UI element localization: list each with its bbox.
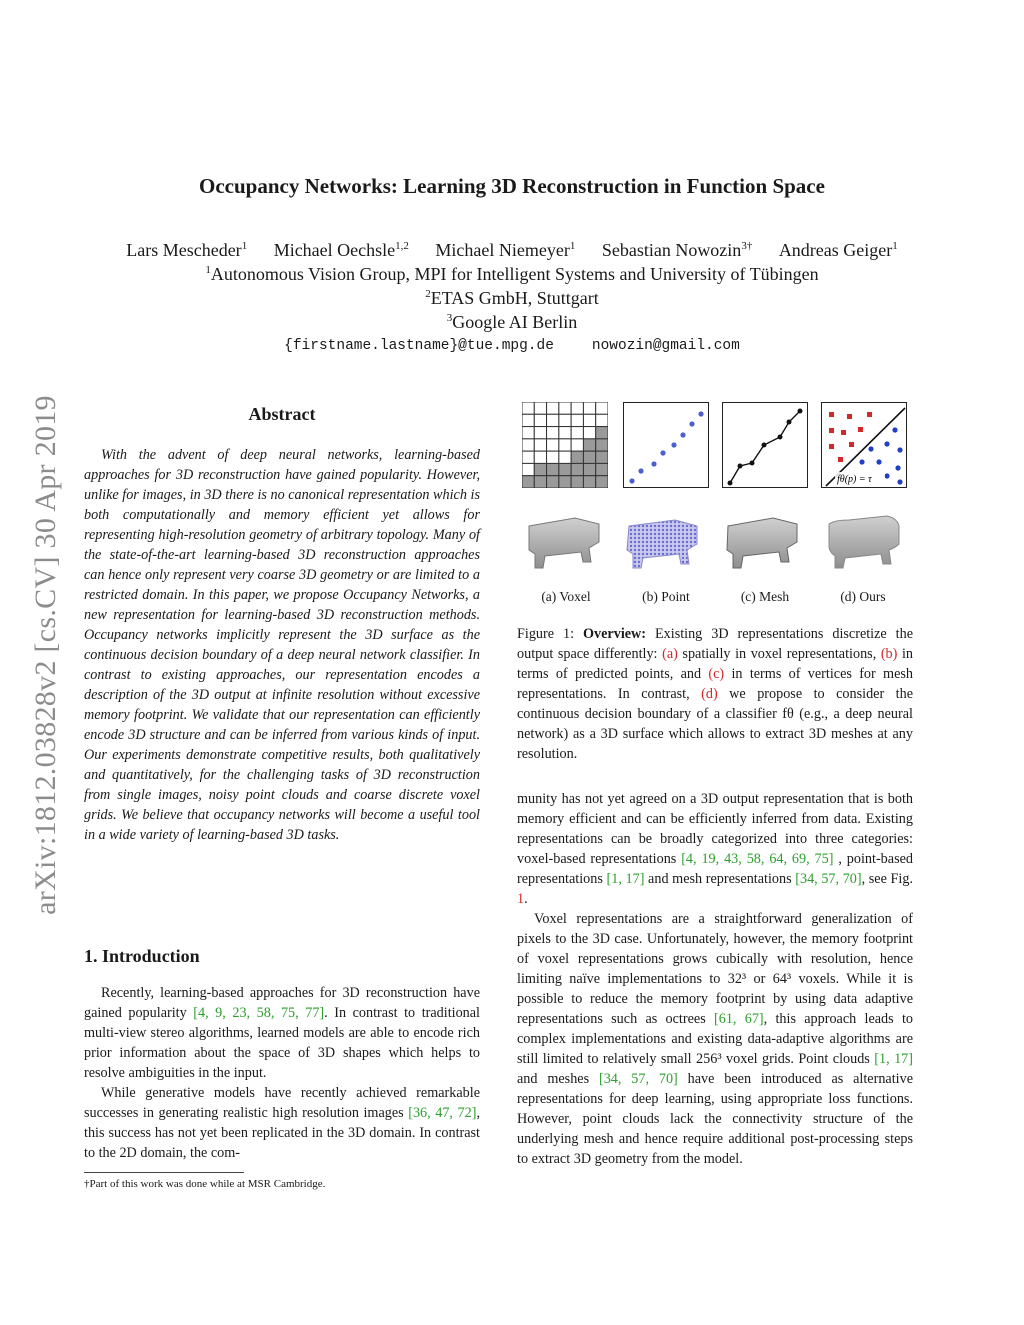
email-nowozin[interactable]: nowozin@gmail.com	[591, 338, 740, 354]
citation-link[interactable]: [4, 19, 43, 58, 64, 69, 75]	[681, 851, 834, 867]
figure-ref-link[interactable]: (d)	[701, 686, 718, 702]
voxel-cell	[596, 427, 608, 439]
affiliation: $^3$Google AI Berlin	[446, 312, 578, 332]
voxel-cell	[559, 414, 571, 426]
voxel-cell	[547, 463, 559, 475]
voxel-cell	[583, 427, 595, 439]
point-cloud-diagram	[623, 402, 709, 488]
email-group[interactable]: {firstname.lastname}@tue.mpg.de	[284, 338, 554, 354]
ours-chair-render	[829, 516, 899, 568]
mesh-diagram	[722, 402, 808, 488]
arxiv-stamp-text: arXiv:1812.03828v2 [cs.CV] 30 Apr 2019	[29, 395, 62, 915]
voxel-cell	[559, 463, 571, 475]
voxel-cell	[596, 476, 608, 488]
voxel-cell	[583, 414, 595, 426]
citation-link[interactable]: [1, 17]	[874, 1051, 913, 1067]
point-marker	[638, 468, 643, 473]
voxel-cell	[571, 463, 583, 475]
author: Andreas Geiger$^1$	[778, 240, 898, 260]
point-chair-render	[627, 520, 697, 568]
intro-paragraph: Recently, learning-based approaches for 3D reconstruction have gained popularity [4, 9, 23, 58, 75, 77]. In contrast to traditional multi-view stereo algorithms, learned models are able to encode rich prior information about the space of 3D shapes which helps to resolve ambiguities in the input.	[84, 985, 480, 1081]
right-column-body	[517, 789, 913, 1169]
voxel-cell	[547, 439, 559, 451]
figure-1	[517, 402, 913, 612]
voxel-cell	[547, 476, 559, 488]
voxel-cell	[571, 439, 583, 451]
voxel-cell	[547, 414, 559, 426]
panel-label: (a) Voxel	[541, 589, 591, 604]
voxel-cell	[596, 439, 608, 451]
voxel-cell	[571, 414, 583, 426]
voxel-cell	[559, 451, 571, 463]
affiliation: $^2$ETAS GmbH, Stuttgart	[425, 288, 599, 308]
paper-title: Occupancy Networks: Learning 3D Reconstruction in Function Space	[199, 174, 825, 198]
voxel-cell	[583, 451, 595, 463]
decision-boundary-label: fθ(p) = τ	[837, 474, 872, 485]
intro-paragraph: While generative models have recently achieved remarkable successes in generating realistic high resolution images [36, 47, 72], this success has not yet been replicated in the 3D domain. In contrast to the 2D domain, the com-	[84, 1085, 480, 1161]
voxel-cell	[522, 476, 534, 488]
author: Lars Mescheder$^1$	[126, 240, 248, 260]
point-marker	[651, 461, 656, 466]
point-marker	[689, 421, 694, 426]
voxel-chair-render	[529, 518, 599, 568]
figure-caption: Figure 1: Overview: Existing 3D representations discretize the output space differently: (a) spatially in voxel representations, (b) in terms of predicted points, and (c) in terms of vertices for mesh representations. In contrast, (d) we propose to consider the continuous decision boundary of a classifier fθ (e.g., a deep neural network) as a 3D surface which allows to extract 3D meshes at any resolution.	[517, 626, 914, 762]
voxel-cell	[596, 414, 608, 426]
author-emails	[0, 338, 1024, 354]
voxel-cell	[522, 427, 534, 439]
author: Michael Niemeyer$^1$	[435, 240, 576, 260]
voxel-cell	[522, 451, 534, 463]
voxel-cell	[534, 427, 546, 439]
voxel-cell	[583, 439, 595, 451]
figure-ref-link[interactable]: 1	[517, 891, 525, 907]
voxel-cell	[522, 439, 534, 451]
abstract-body	[84, 445, 480, 845]
figure-ref-link[interactable]: (b)	[880, 646, 898, 662]
decision-boundary-diagram	[821, 402, 907, 488]
voxel-cell	[571, 451, 583, 463]
citation-link[interactable]: [34, 57, 70]	[795, 871, 862, 887]
arxiv-stamp	[8, 365, 82, 945]
voxel-cell	[547, 451, 559, 463]
point-marker	[629, 478, 634, 483]
abstract-text: With the advent of deep neural networks, learning-based approaches for 3D reconstruction have gained popularity. However, unlike for images, in 3D there is no canonical representation which is both computationally and memory efficient yet allows for representing high-resolution geometry of arbitrary topology. Many of the state-of-the-art learning-based 3D reconstruction approaches can hence only represent very coarse 3D geometry or are limited to a restricted domain. In this paper, we propose Occupancy Networks, a new representation for learning-based 3D reconstruction methods. Occupancy networks implicitly represent the 3D surface as the continuous decision boundary of a deep neural network classifier. In contrast to existing approaches, our representation encodes a description of the 3D output at infinite resolution without excessive memory footprint. We validate that our representation can efficiently encode 3D structure and can be inferred from various kinds of input. Our experiments demonstrate competitive results, both qualitatively and quantitatively, for the challenging tasks of 3D reconstruction from single images, noisy point clouds and coarse discrete voxel grids. We believe that occupancy networks will become a useful tool in a wide variety of learning-based 3D tasks.	[84, 447, 480, 843]
chair-renders	[517, 512, 913, 572]
figure-ref-link[interactable]: (a)	[662, 646, 678, 662]
figure-ref-link[interactable]: (c)	[708, 666, 725, 682]
voxel-cell	[547, 402, 559, 414]
voxel-grid-diagram	[522, 402, 608, 488]
panel-label: (b) Point	[642, 589, 690, 604]
voxel-cell	[596, 463, 608, 475]
point-marker	[671, 442, 676, 447]
panel-label: (c) Mesh	[740, 589, 790, 604]
section-heading: 1. Introduction	[84, 946, 200, 966]
footnote: †Part of this work was done while at MSR Cambridge.	[84, 1178, 326, 1190]
footnote-rule	[84, 1172, 244, 1173]
affiliation: $^1$Autonomous Vision Group, MPI for Intelligent Systems and University of Tübingen	[205, 264, 819, 284]
voxel-cell	[559, 439, 571, 451]
panel-label: (d) Ours	[840, 589, 886, 604]
citation-link[interactable]: [34, 57, 70]	[598, 1071, 678, 1087]
voxel-cell	[559, 427, 571, 439]
voxel-cell	[522, 402, 534, 414]
citation-link[interactable]: [1, 17]	[606, 871, 645, 887]
body-paragraph: munity has not yet agreed on a 3D output representation that is both memory efficient and can be efficiently inferred from data. Existing representations can be broadly categorized into three categories: voxel-based representations [4, 19, 43, 58, 64, 69, 75] , point-based representations [1, 17] and mesh representations [34, 57, 70], see Fig. 1.	[517, 791, 913, 907]
voxel-cell	[534, 451, 546, 463]
citation-link[interactable]: [36, 47, 72]	[408, 1105, 477, 1121]
author: Michael Oechsle$^{1,2}$	[273, 240, 409, 260]
voxel-cell	[596, 451, 608, 463]
body-paragraph: Voxel representations are a straightforward generalization of pixels to the 3D case. Unfortunately, however, the memory footprint of voxel representations grows cubically with resolution, hence limiting naïve implementations to 32³ or 64³ voxels. While it is possible to reduce the memory footprint by using data adaptive representations such as octrees [61, 67], this approach leads to complex implementations and existing data-adaptive algorithms are still limited to relatively small 256³ voxel grids. Point clouds [1, 17] and meshes [34, 57, 70] have been introduced as alternative representations for deep learning, using appropriate loss functions. However, point clouds lack the connectivity structure of the underlying mesh and hence require additional post-processing steps to extract 3D geometry from the model.	[517, 911, 913, 1167]
voxel-cell	[571, 427, 583, 439]
voxel-cell	[559, 476, 571, 488]
voxel-cell	[571, 402, 583, 414]
author-list	[0, 240, 1024, 261]
voxel-cell	[583, 463, 595, 475]
voxel-cell	[559, 402, 571, 414]
voxel-cell	[534, 414, 546, 426]
voxel-cell	[583, 476, 595, 488]
author: Sebastian Nowozin$^{3\dagger}$	[601, 240, 753, 260]
voxel-cell	[534, 402, 546, 414]
citation-link[interactable]: [61, 67]	[714, 1011, 764, 1027]
voxel-cell	[534, 463, 546, 475]
mesh-chair-render	[727, 518, 797, 568]
point-marker	[698, 411, 703, 416]
voxel-cell	[596, 402, 608, 414]
abstract-heading: Abstract	[248, 404, 316, 424]
voxel-cell	[522, 414, 534, 426]
voxel-cell	[583, 402, 595, 414]
citation-link[interactable]: [4, 9, 23, 58, 75, 77]	[193, 1005, 325, 1021]
point-marker	[680, 432, 685, 437]
intro-body	[84, 983, 480, 1163]
voxel-cell	[534, 439, 546, 451]
voxel-cell	[547, 427, 559, 439]
voxel-cell	[571, 476, 583, 488]
voxel-cell	[522, 463, 534, 475]
point-marker	[660, 450, 665, 455]
voxel-cell	[534, 476, 546, 488]
